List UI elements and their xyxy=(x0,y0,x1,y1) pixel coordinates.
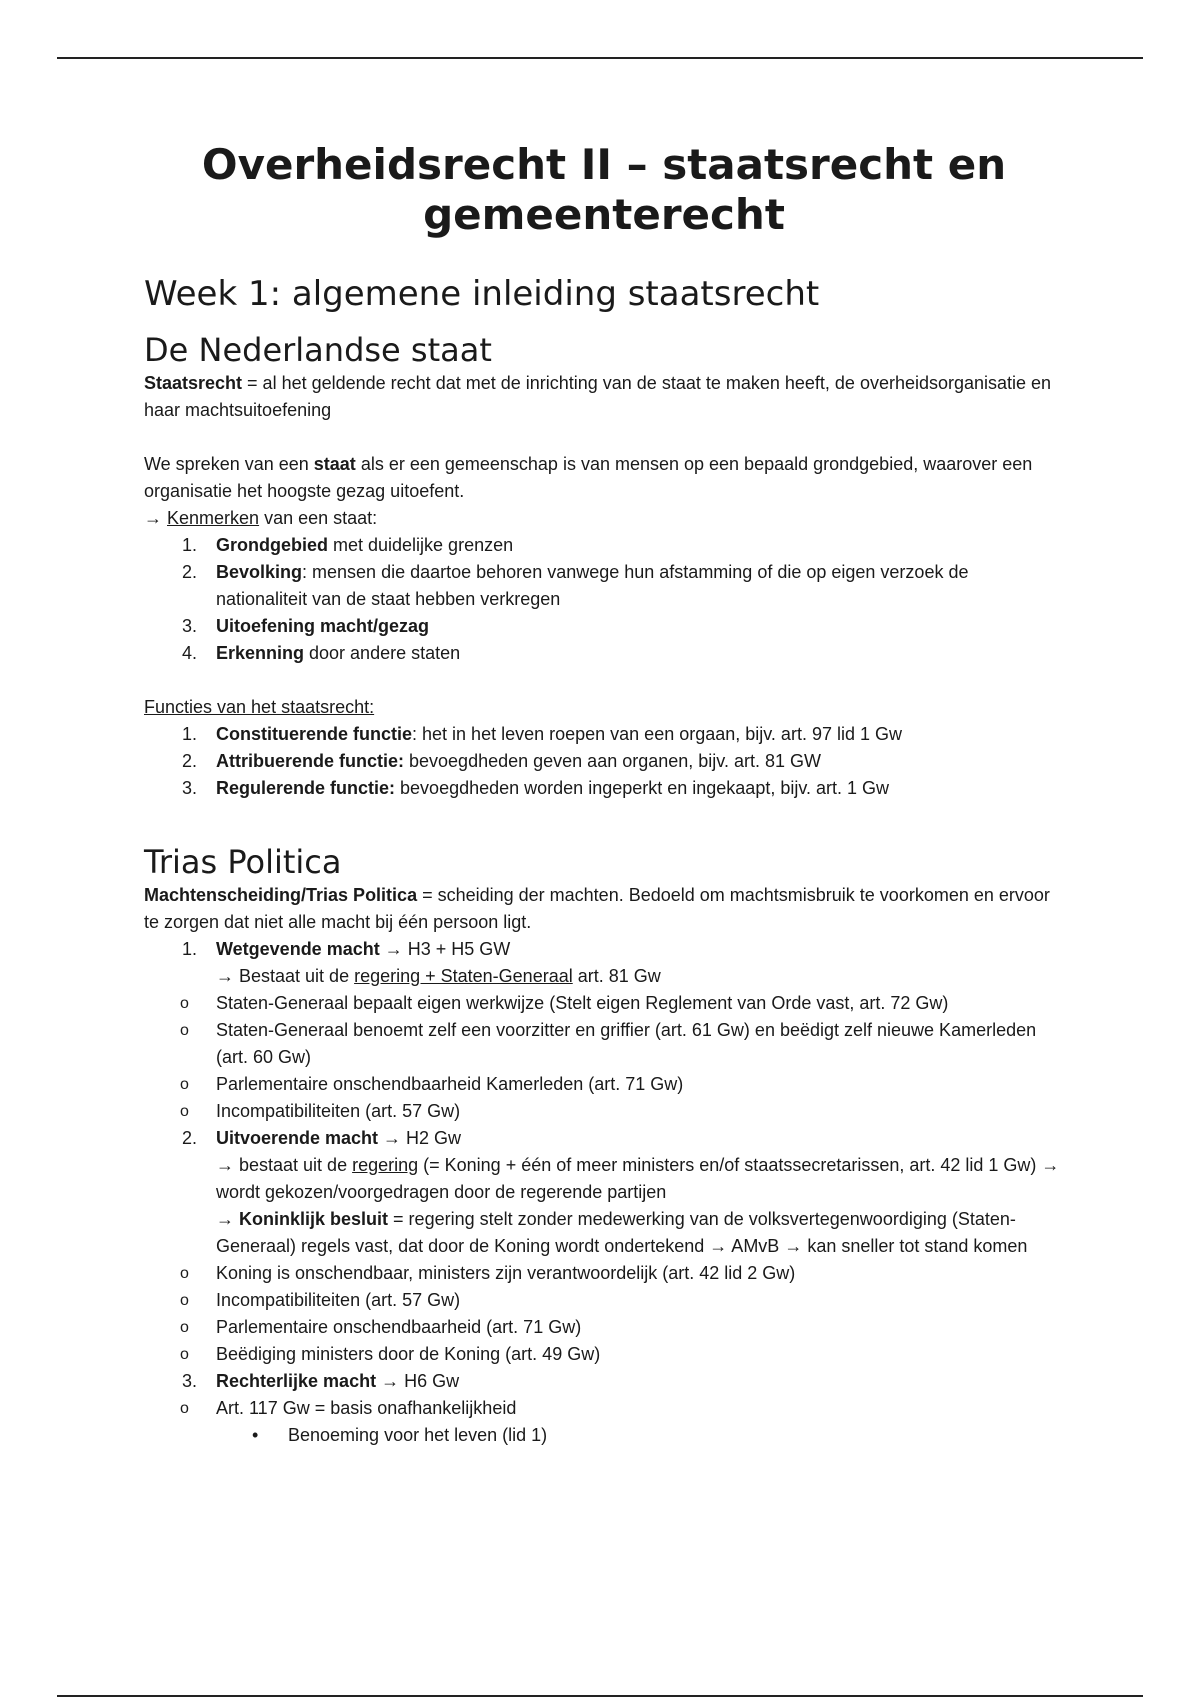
list-item: o Staten-Generaal benoemt zelf een voorzitter en griffier (art. 61 Gw) en beëdigt zelf nieuwe Kamerleden (art. 60 Gw) xyxy=(144,1017,1064,1071)
list-item: o Koning is onschendbaar, ministers zijn verantwoordelijk (art. 42 lid 2 Gw) xyxy=(144,1260,1064,1287)
circle-bullet-icon: o xyxy=(180,1103,189,1120)
section-heading-trias-politica: Trias Politica xyxy=(144,843,342,881)
wetgevende-bullets xyxy=(144,990,1064,1125)
circle-bullet-icon: o xyxy=(180,1076,189,1093)
list-item: o Art. 117 Gw = basis onafhankelijkheid • Benoeming voor het leven (lid 1) xyxy=(144,1395,1064,1449)
circle-bullet-icon: o xyxy=(180,1400,189,1417)
list-item: 1. Constituerende functie: het in het leven roepen van een orgaan, bijv. art. 97 lid 1 Gw xyxy=(182,724,902,744)
list-item: 3. Regulerende functie: bevoegdheden worden ingeperkt en ingekaapt, bijv. art. 1 Gw xyxy=(182,778,890,798)
list-item-wetgevende-macht: 1. Wetgevende macht → H3 + H5 GW → Bestaat uit de regering + Staten-Generaal art. 81 Gw o Staten-Generaal bepaalt eigen werkwijze (Stelt eigen Reglement van Orde vast, art. 72 Gw) o Staten-Generaal benoemt zelf een voorzitter en griffier (art. 61 Gw) en beëdigt zelf nieuwe Kamerleden (art. 60 Gw) o Parlementaire onschendbaarheid Kamerleden (art. 71 Gw) o Incompatibiliteiten (art. 57 Gw) xyxy=(144,936,1064,1125)
circle-bullet-icon: o xyxy=(180,1319,189,1336)
section-heading-nederlandse-staat: De Nederlandse staat xyxy=(144,331,492,369)
machten-list xyxy=(144,936,1064,1449)
circle-bullet-icon: o xyxy=(180,1346,189,1363)
functies-heading: Functies van het staatsrecht: xyxy=(144,697,375,717)
list-item: 1. Grondgebied met duidelijke grenzen xyxy=(182,535,514,555)
list-item: 3. Uitoefening macht/gezag xyxy=(182,616,430,636)
functies-list xyxy=(144,721,1064,802)
kenmerken-intro: → Kenmerken van een staat: xyxy=(144,508,378,528)
list-item-rechterlijke-macht: 3. Rechterlijke macht → H6 Gw o Art. 117 Gw = basis onafhankelijkheid • Benoeming voor het leven (lid 1) xyxy=(144,1368,1064,1449)
machtenscheiding-definition: Machtenscheiding/Trias Politica = scheiding der machten. Bedoeld om machtsmisbruik te voorkomen en ervoor te zorgen dat niet alle macht bij één persoon ligt. xyxy=(144,885,1050,932)
list-item: 2. Bevolking: mensen die daartoe behoren vanwege hun afstamming of die op eigen verzoek de nationaliteit van de staat hebben verkregen xyxy=(182,562,969,609)
staatsrecht-definition: Staatsrecht = al het geldende recht dat met de inrichting van de staat te maken heeft, de overheidsorganisatie en haar machtsuitoefening xyxy=(144,373,1052,420)
list-item: 2. Attribuerende functie: bevoegdheden geven aan organen, bijv. art. 81 GW xyxy=(182,751,821,771)
uitvoerende-bullets xyxy=(144,1260,1064,1368)
list-item: o Beëdiging ministers door de Koning (art. 49 Gw) xyxy=(144,1341,1064,1368)
list-item: • Benoeming voor het leven (lid 1) xyxy=(144,1422,1064,1449)
circle-bullet-icon: o xyxy=(180,1022,189,1039)
term-staatsrecht: Staatsrecht xyxy=(144,373,243,393)
list-item-uitvoerende-macht: 2. Uitvoerende macht → H2 Gw → bestaat uit de regering (= Koning + één of meer ministers en/of staatssecretarissen, art. 42 lid 1 Gw) → wordt gekozen/voorgedragen door de regerende partijen → Koninklijk besluit = regering stelt zonder medewerking van de volksvertegenwoordiging (Staten-Generaal) regels vast, dat door de Koning wordt ondertekend → AMvB → kan sneller tot stand komen o Koning is onschendbaar, ministers zijn verantwoordelijk (art. 42 lid 2 Gw) o Incompatibiliteiten (art. 57 Gw) o Parlementaire onschendbaarheid (art. 71 Gw) o Beëdiging ministers door de Koning (art. 49 Gw) xyxy=(144,1125,1064,1368)
list-item: o Parlementaire onschendbaarheid (art. 71 Gw) xyxy=(144,1314,1064,1341)
week-heading: Week 1: algemene inleiding staatsrecht xyxy=(144,274,820,314)
rechterlijke-bullets xyxy=(144,1395,1064,1449)
arrow-icon: → xyxy=(144,508,168,528)
footer-rule xyxy=(57,1695,1143,1697)
dot-bullet-icon: • xyxy=(252,1425,259,1445)
header-rule xyxy=(57,57,1143,59)
circle-bullet-icon: o xyxy=(180,1292,189,1309)
list-item: o Staten-Generaal bepaalt eigen werkwijze (Stelt eigen Reglement van Orde vast, art. 72 Gw) xyxy=(144,990,1064,1017)
list-item: o Incompatibiliteiten (art. 57 Gw) xyxy=(144,1098,1064,1125)
circle-bullet-icon: o xyxy=(180,995,189,1012)
staat-definition: We spreken van een staat als er een gemeenschap is van mensen op een bepaald grondgebied, waarover een organisatie het hoogste gezag uitoefent. xyxy=(144,454,1033,501)
list-item: 4. Erkenning door andere staten xyxy=(182,643,461,663)
document-page xyxy=(144,140,1064,1449)
circle-bullet-icon: o xyxy=(180,1265,189,1282)
list-item: o Incompatibiliteiten (art. 57 Gw) xyxy=(144,1287,1064,1314)
rechterlijke-subbullets xyxy=(144,1422,1064,1449)
list-item: o Parlementaire onschendbaarheid Kamerleden (art. 71 Gw) xyxy=(144,1071,1064,1098)
kenmerken-list xyxy=(144,532,1064,667)
document-title: Overheidsrecht II – staatsrecht en gemeenterecht xyxy=(201,140,1007,239)
term-staat: staat xyxy=(313,454,356,474)
